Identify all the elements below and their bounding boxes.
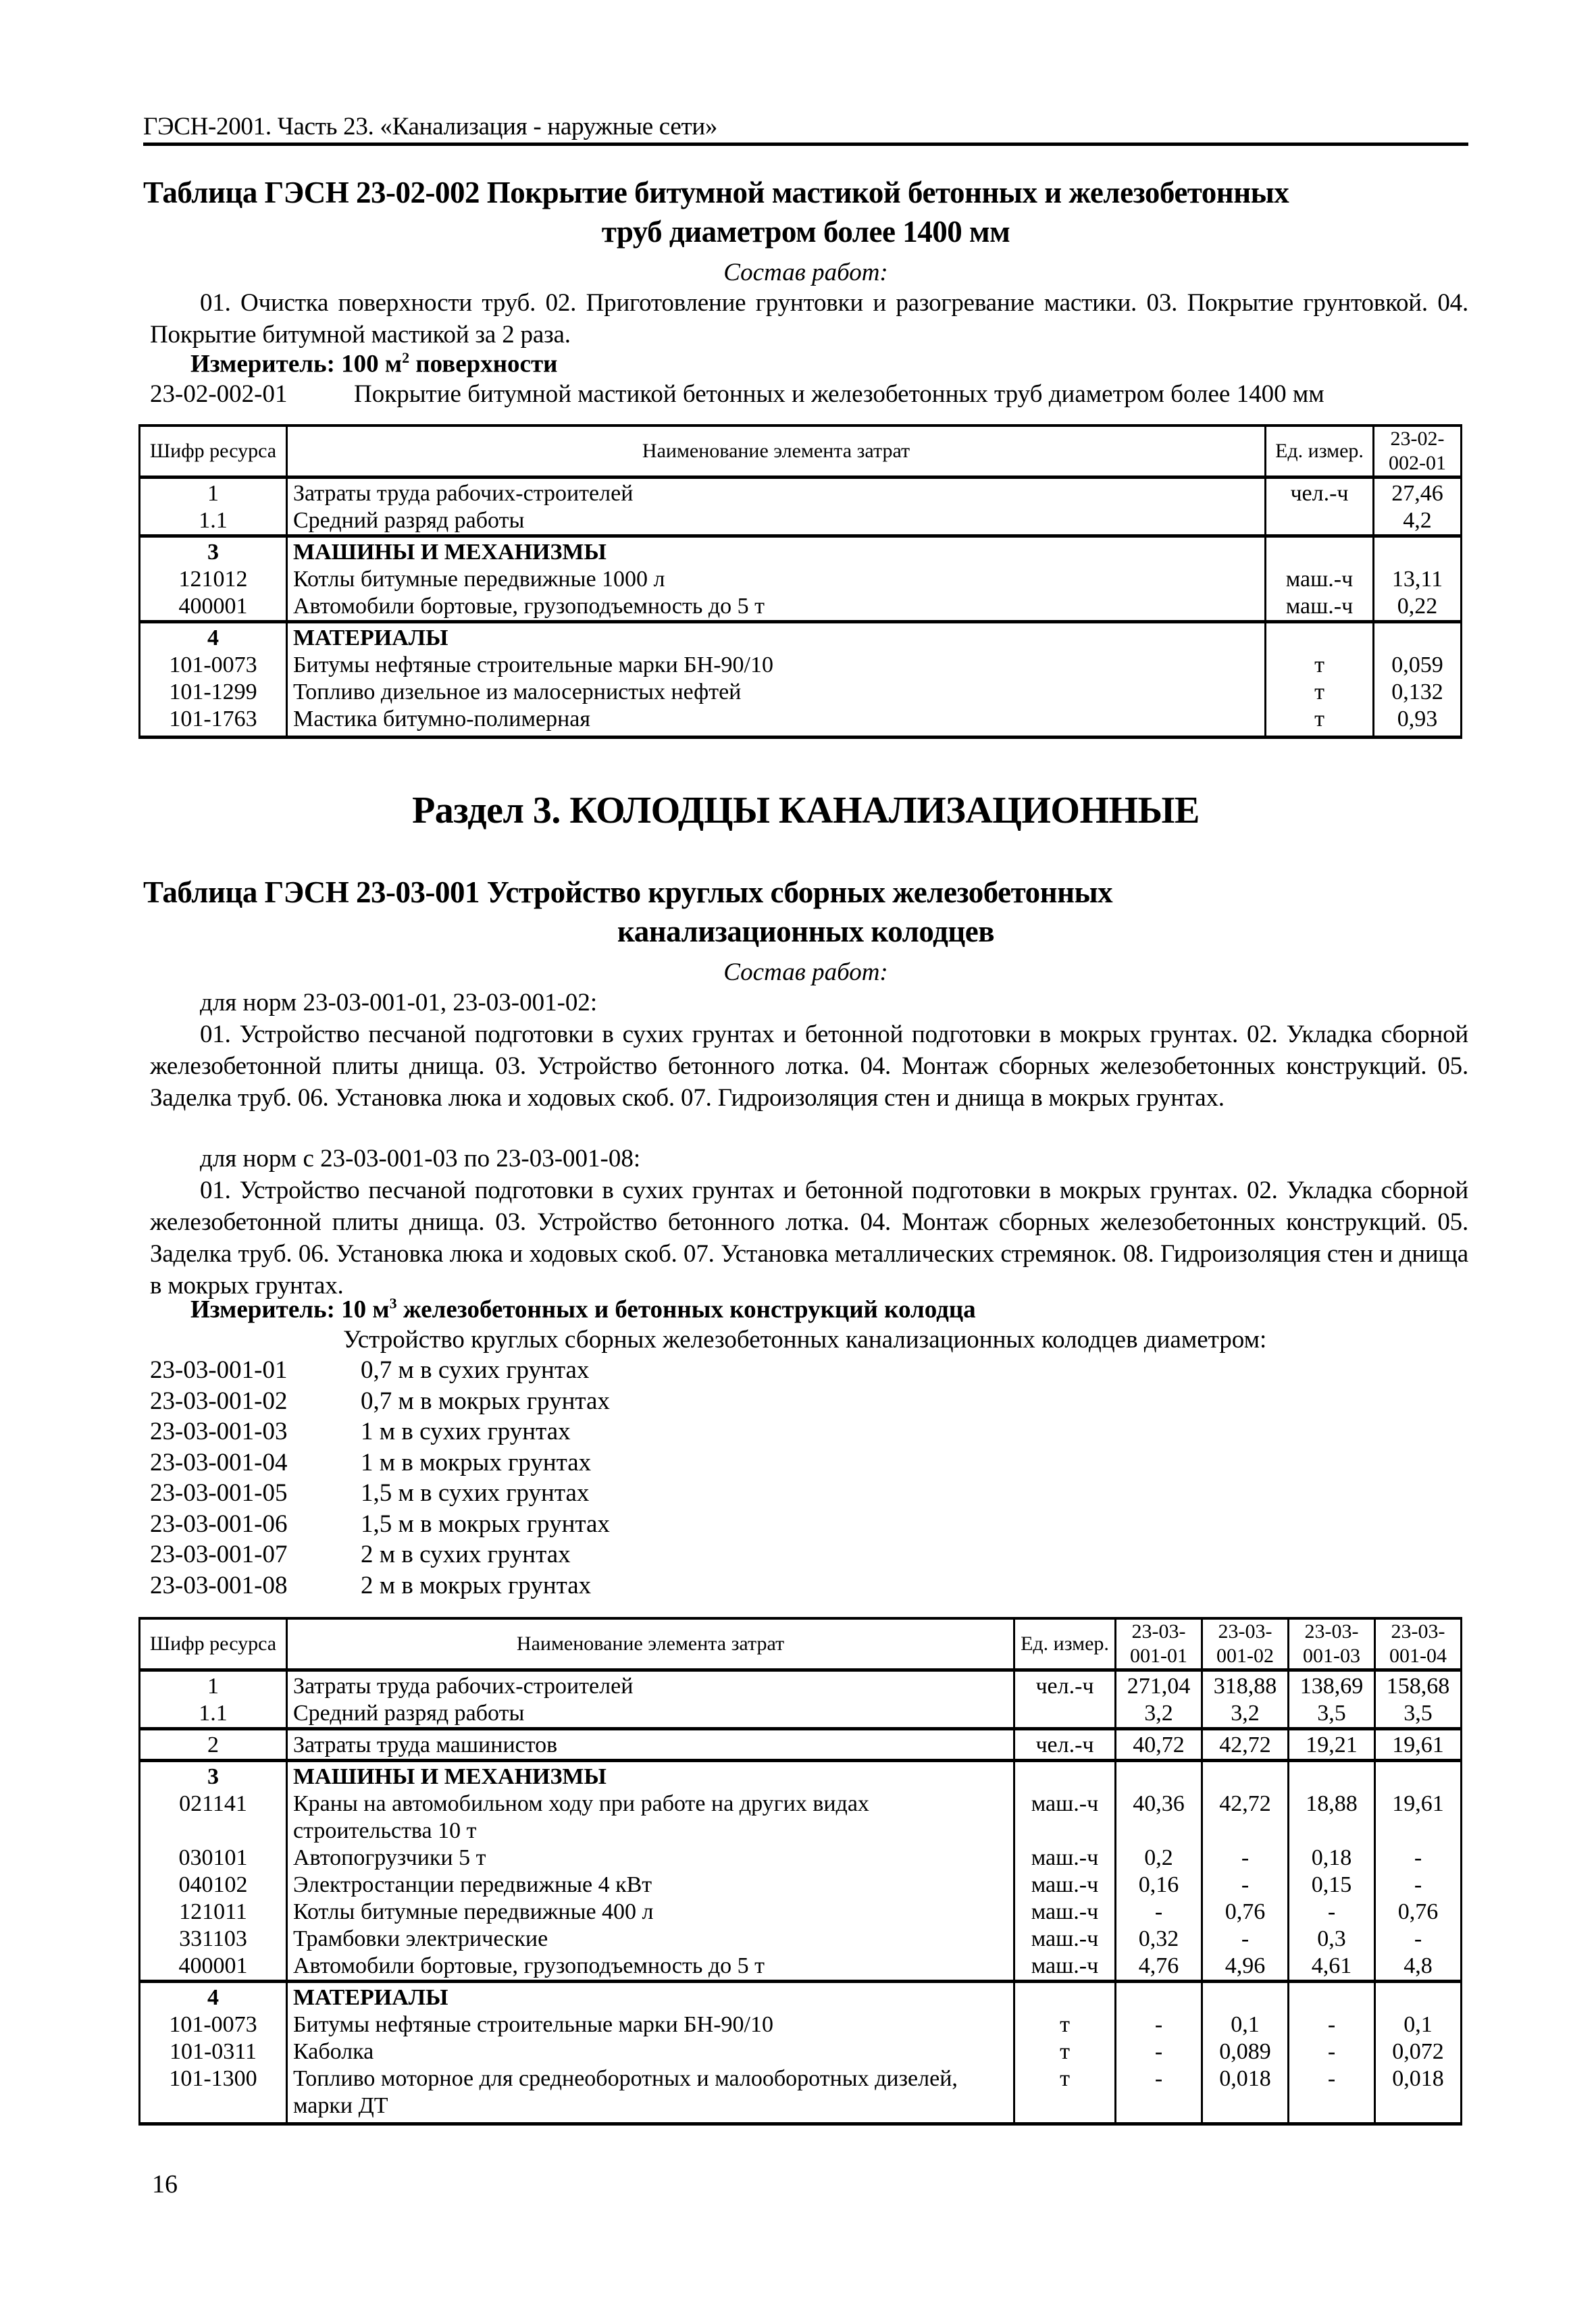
norm-item [150,1540,571,1569]
resource-value: 19,61 [1375,1791,1462,1845]
resource-value: 3,2 [1116,1700,1202,1729]
resource-name: Топливо моторное для среднеоборотных и малооборотных дизелей, марки ДТ [287,2065,1014,2124]
resource-code: 101-0073 [140,2011,287,2038]
norm-code: 23-03-001-08 [150,1571,288,1599]
resource-name: Краны на автомобильном ходу при работе на других видах строительства 10 т [287,1791,1014,1845]
table1-body [140,478,1462,738]
resource-unit: маш.-ч [1014,1791,1116,1845]
resource-value: 0,132 [1374,679,1462,706]
resource-value: - [1116,2065,1202,2124]
resource-value: 0,018 [1202,2065,1289,2124]
resource-name: Затраты труда рабочих-строителей [287,478,1266,508]
table-row [140,2038,1462,2065]
resource-value: 4,76 [1116,1953,1202,1982]
resource-value: 19,21 [1289,1729,1375,1761]
resource-value: 0,32 [1116,1926,1202,1953]
resource-value [1116,1982,1202,2012]
resource-name: Автопогрузчики 5 т [287,1845,1014,1872]
resource-name: Средний разряд работы [287,1700,1014,1729]
table-row [140,706,1462,738]
resource-value: 158,68 [1375,1670,1462,1701]
resource-value [1374,622,1462,652]
table-row [140,2011,1462,2038]
resource-unit: чел.-ч [1266,478,1374,508]
resource-value [1202,1761,1289,1791]
resource-code: 400001 [140,593,287,622]
norm-desc: 2 м в сухих грунтах [361,1541,571,1568]
norm-desc: 2 м в мокрых грунтах [361,1571,592,1599]
resource-value: 0,089 [1202,2038,1289,2065]
resource-value: 0,1 [1375,2011,1462,2038]
resource-unit: маш.-ч [1014,1845,1116,1872]
resource-value: 18,88 [1289,1791,1375,1845]
table2-for-norms-1: для норм 23-03-001-01, 23-03-001-02: [200,989,598,1017]
table1-meter-rest: поверхности [409,350,558,378]
resource-unit: т [1014,2011,1116,2038]
resource-value [1202,1982,1289,2012]
resource-value: - [1202,1845,1289,1872]
norm-item [150,1448,591,1477]
table2-body [140,1670,1462,2124]
norm-code: 23-03-001-06 [150,1510,288,1538]
resource-unit: чел.-ч [1014,1729,1116,1761]
table2-composition-text-1: 01. Устройство песчаной подготовки в сухих грунтах и бетонной подготовки в мокрых грунтах. 02. Укладка сборной железобетонной плиты днища. 03. Устройство бетонного лотка. 04. Монтаж сборных железобетонных конструкций. 05. Заделка труб. 06. Установка люка и ходовых скоб. 07. Гидроизоляция стен и днища в мокрых грунтах. [150,1021,1468,1112]
resource-value: 0,93 [1374,706,1462,738]
table1-meter [190,349,557,378]
resource-name: Трамбовки электрические [287,1926,1014,1953]
resource-name: Автомобили бортовые, грузоподъемность до 5 т [287,593,1266,622]
table1-meter-label: Измеритель: 100 м [190,350,403,378]
norm-desc: 1,5 м в сухих грунтах [361,1479,590,1507]
resource-unit: маш.-ч [1266,593,1374,622]
table-row [140,622,1462,652]
resource-value: 271,04 [1116,1670,1202,1701]
norm-item [150,1417,571,1446]
table-row [140,593,1462,622]
resource-code: 331103 [140,1926,287,1953]
section-title: Раздел 3. КОЛОДЦЫ КАНАЛИЗАЦИОННЫЕ [412,790,1200,831]
norm-desc: 0,7 м в мокрых грунтах [361,1387,610,1415]
resource-value: - [1375,1872,1462,1899]
resource-value: - [1289,2065,1375,2124]
resource-value: 0,16 [1116,1872,1202,1899]
resource-name: Затраты труда машинистов [287,1729,1014,1761]
table-row [140,1729,1462,1761]
resource-value [1116,1761,1202,1791]
header-name: Наименование элемента затрат [287,426,1266,478]
header-rule [143,143,1468,146]
resource-value [1375,1982,1462,2012]
resource-unit: т [1014,2038,1116,2065]
resource-value: 42,72 [1202,1791,1289,1845]
resource-value: 0,072 [1375,2038,1462,2065]
resource-code: 400001 [140,1953,287,1982]
resource-name: МАТЕРИАЛЫ [287,1982,1014,2012]
resource-code: 101-1763 [140,706,287,738]
table2-meter-label: Измеритель: 10 м [190,1295,390,1324]
table-row [140,507,1462,536]
resource-value: 42,72 [1202,1729,1289,1761]
table2-composition-label: Состав работ: [723,958,888,986]
resource-value: 318,88 [1202,1670,1289,1701]
table2-intro: Устройство круглых сборных железобетонных канализационных колодцев диаметром: [343,1326,1267,1354]
table1-title-line1: Таблица ГЭСН 23-02-002 Покрытие битумной мастикой бетонных и железобетонных [143,176,1289,209]
header-unit: Ед. измер. [1266,426,1374,478]
resource-value: 0,22 [1374,593,1462,622]
resource-unit: т [1014,2065,1116,2124]
resource-value: 4,61 [1289,1953,1375,1982]
table2-header-row [140,1618,1462,1670]
resource-value [1289,1982,1375,2012]
resource-unit: т [1266,706,1374,738]
resource-code: 3 [140,536,287,567]
resource-code: 121012 [140,566,287,593]
table2-resources [138,1617,1462,2126]
resource-name: Средний разряд работы [287,507,1266,536]
norm-desc: 1 м в сухих грунтах [361,1418,571,1445]
resource-value: 3,5 [1289,1700,1375,1729]
header-col: 23-03-001-03 [1289,1618,1375,1670]
resource-value: 0,3 [1289,1926,1375,1953]
table-row [140,652,1462,679]
resource-unit [1266,622,1374,652]
table1-header-row [140,426,1462,478]
norm-desc: 0,7 м в сухих грунтах [361,1356,590,1384]
resource-name: МАШИНЫ И МЕХАНИЗМЫ [287,536,1266,567]
resource-code: 030101 [140,1845,287,1872]
resource-name: Каболка [287,2038,1014,2065]
resource-value: 40,72 [1116,1729,1202,1761]
table1-norm-code: 23-02-002-01 [150,380,288,408]
table-row [140,1982,1462,2012]
resource-value: 0,76 [1202,1899,1289,1926]
header-col: 23-03-001-04 [1375,1618,1462,1670]
resource-unit: т [1266,652,1374,679]
resource-code: 1.1 [140,1700,287,1729]
resource-code: 101-1300 [140,2065,287,2124]
resource-name: Электростанции передвижные 4 кВт [287,1872,1014,1899]
header-code: Шифр ресурса [140,426,287,478]
table2-for-norms-2: для норм с 23-03-001-03 по 23-03-001-08: [200,1145,641,1173]
resource-code: 2 [140,1729,287,1761]
resource-value: - [1202,1872,1289,1899]
resource-value: - [1289,1899,1375,1926]
resource-value: 19,61 [1375,1729,1462,1761]
resource-value: 0,76 [1375,1899,1462,1926]
header-name: Наименование элемента затрат [287,1618,1014,1670]
resource-value [1375,1761,1462,1791]
resource-value: 3,2 [1202,1700,1289,1729]
norm-item [150,1387,610,1416]
resource-code: 021141 [140,1791,287,1845]
resource-code: 1.1 [140,507,287,536]
table2-meter-sup: 3 [389,1295,397,1312]
page-number: 16 [152,2170,178,2199]
table-row [140,679,1462,706]
resource-unit: маш.-ч [1014,1872,1116,1899]
resource-code: 040102 [140,1872,287,1899]
resource-unit [1266,507,1374,536]
norm-item [150,1479,589,1508]
table-row [140,1845,1462,1872]
norm-code: 23-03-001-03 [150,1418,288,1445]
resource-value: - [1116,1899,1202,1926]
resource-code: 121011 [140,1899,287,1926]
table1-norm-line [150,380,1474,409]
resource-name: Битумы нефтяные строительные марки БН-90/10 [287,2011,1014,2038]
resource-unit: чел.-ч [1014,1670,1116,1701]
resource-unit: маш.-ч [1014,1899,1116,1926]
resource-name: МАТЕРИАЛЫ [287,622,1266,652]
table-row [140,478,1462,508]
resource-value: - [1375,1926,1462,1953]
header-col: 23-02-002-01 [1374,426,1462,478]
resource-value: 40,36 [1116,1791,1202,1845]
table2-title-line2: канализационных колодцев [617,915,995,948]
table2-title [143,873,1468,951]
resource-value: 0,18 [1289,1845,1375,1872]
running-head: ГЭСН-2001. Часть 23. «Канализация - наружные сети» [143,113,718,140]
table-row [140,1670,1462,1701]
table-row [140,1899,1462,1926]
table1-norm-desc: Покрытие битумной мастикой бетонных и железобетонных труб диаметром более 1400 мм [354,380,1324,408]
table1-title-line2: труб диаметром более 1400 мм [601,215,1010,249]
table2-meter [190,1295,976,1324]
resource-value: - [1375,1845,1462,1872]
resource-name: Мастика битумно-полимерная [287,706,1266,738]
norm-item [150,1510,610,1539]
resource-unit: маш.-ч [1014,1926,1116,1953]
resource-name: Затраты труда рабочих-строителей [287,1670,1014,1701]
table-row [140,1926,1462,1953]
header-col: 23-03-001-01 [1116,1618,1202,1670]
table-row [140,2065,1462,2124]
table2-meter-rest: железобетонных и бетонных конструкций колодца [396,1295,976,1324]
resource-value: - [1289,2011,1375,2038]
table-row [140,1700,1462,1729]
resource-code: 101-0311 [140,2038,287,2065]
resource-unit [1014,1761,1116,1791]
norm-item [150,1356,589,1385]
resource-unit [1266,536,1374,567]
resource-code: 1 [140,1670,287,1701]
table-row [140,1872,1462,1899]
resource-value: 4,96 [1202,1953,1289,1982]
resource-value: 13,11 [1374,566,1462,593]
resource-code: 101-0073 [140,652,287,679]
resource-value: 0,15 [1289,1872,1375,1899]
resource-value: - [1116,2038,1202,2065]
table-row [140,536,1462,567]
resource-unit: т [1266,679,1374,706]
resource-code: 3 [140,1761,287,1791]
norm-code: 23-03-001-01 [150,1356,288,1384]
resource-value [1289,1761,1375,1791]
norm-item [150,1571,591,1600]
resource-code: 101-1299 [140,679,287,706]
resource-value: - [1202,1926,1289,1953]
resource-name: Топливо дизельное из малосернистых нефтей [287,679,1266,706]
resource-value: 0,2 [1116,1845,1202,1872]
table-row [140,1953,1462,1982]
resource-name: Котлы битумные передвижные 1000 л [287,566,1266,593]
resource-value: 27,46 [1374,478,1462,508]
resource-code: 4 [140,1982,287,2012]
table1-composition-label: Состав работ: [723,259,888,286]
norm-code: 23-03-001-02 [150,1387,288,1415]
resource-unit: маш.-ч [1266,566,1374,593]
resource-value: 4,8 [1375,1953,1462,1982]
resource-value: - [1116,2011,1202,2038]
table-row [140,1761,1462,1791]
norm-code: 23-03-001-05 [150,1479,288,1507]
table-row [140,1791,1462,1845]
table1-resources [138,424,1462,739]
resource-value: 138,69 [1289,1670,1375,1701]
table1-composition-text: 01. Очистка поверхности труб. 02. Приготовление грунтовки и разогревание мастики. 03. Покрытие грунтовкой. 04. Покрытие битумной мастикой за 2 раза. [150,289,1468,349]
resource-value: 3,5 [1375,1700,1462,1729]
resource-unit: маш.-ч [1014,1953,1116,1982]
header-code: Шифр ресурса [140,1618,287,1670]
table2-title-line1: Таблица ГЭСН 23-03-001 Устройство круглых сборных железобетонных [143,875,1113,909]
resource-unit [1014,1700,1116,1729]
norm-code: 23-03-001-07 [150,1541,288,1568]
table2-composition-text-2: 01. Устройство песчаной подготовки в сухих грунтах и бетонной подготовки в мокрых грунтах. 02. Укладка сборной железобетонной плиты днища. 03. Устройство бетонного лотка. 04. Монтаж сборных железобетонных конструкций. 05. Заделка труб. 06. Установка люка и ходовых скоб. 07. Установка металлических стремянок. 08. Гидроизоляция стен и днища в мокрых грунтах. [150,1177,1468,1300]
resource-value [1374,536,1462,567]
resource-value: 4,2 [1374,507,1462,536]
norm-desc: 1 м в мокрых грунтах [361,1448,592,1476]
table1-meter-sup: 2 [402,349,410,366]
resource-name: МАШИНЫ И МЕХАНИЗМЫ [287,1761,1014,1791]
resource-value: - [1289,2038,1375,2065]
resource-unit [1014,1982,1116,2012]
resource-name: Битумы нефтяные строительные марки БН-90/10 [287,652,1266,679]
norm-code: 23-03-001-04 [150,1448,288,1476]
resource-code: 1 [140,478,287,508]
table-row [140,566,1462,593]
header-unit: Ед. измер. [1014,1618,1116,1670]
resource-value: 0,059 [1374,652,1462,679]
table1-title [143,173,1468,251]
header-col: 23-03-001-02 [1202,1618,1289,1670]
resource-code: 4 [140,622,287,652]
resource-value: 0,018 [1375,2065,1462,2124]
resource-name: Автомобили бортовые, грузоподъемность до 5 т [287,1953,1014,1982]
resource-value: 0,1 [1202,2011,1289,2038]
norm-desc: 1,5 м в мокрых грунтах [361,1510,610,1538]
resource-name: Котлы битумные передвижные 400 л [287,1899,1014,1926]
